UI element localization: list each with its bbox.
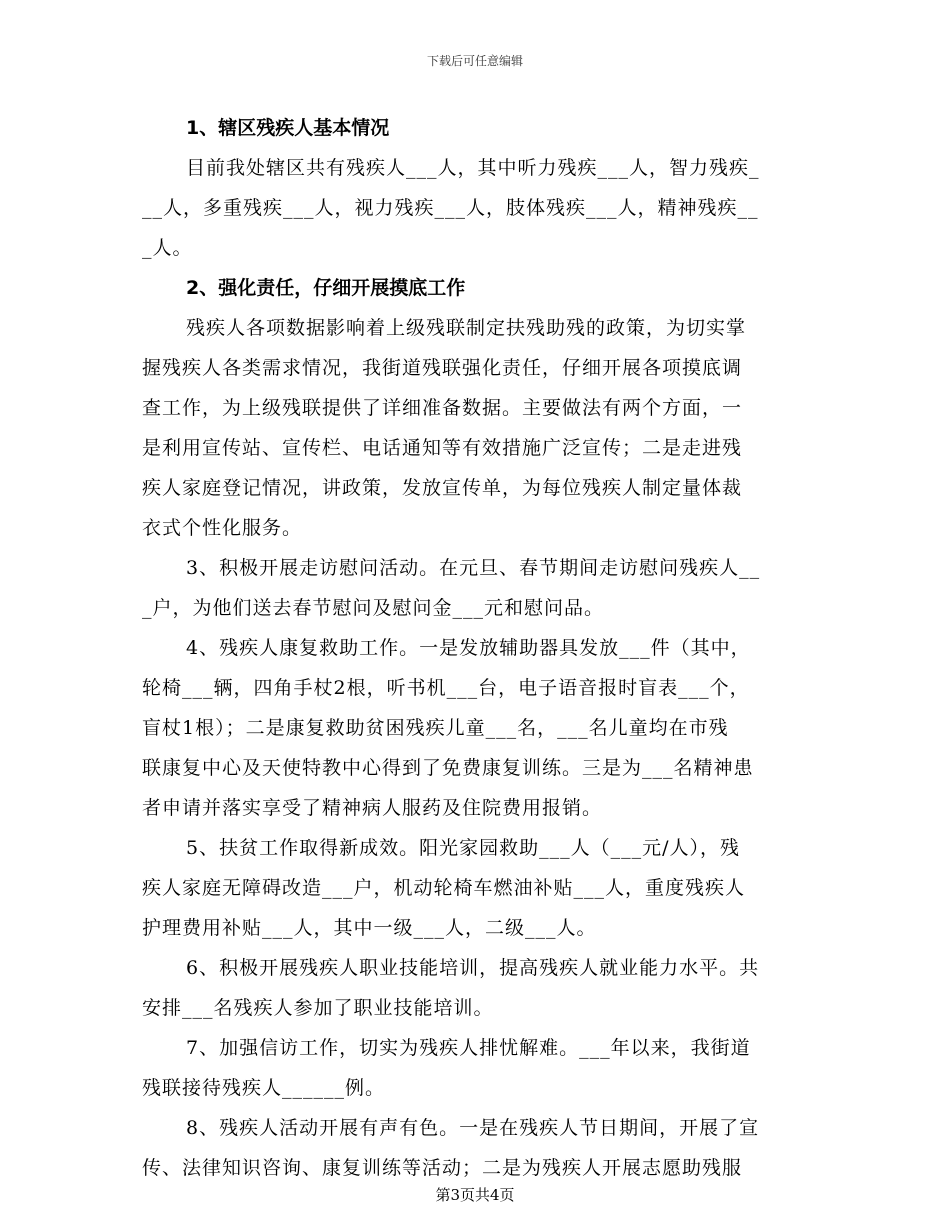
text-line: 疾人家庭登记情况，讲政策，发放宣传单，为每位残疾人制定量体裁 [142,477,743,499]
paragraph-survey-work [142,308,810,548]
text-line: 者申请并落实享受了精神病人服药及住院费用报销。 [142,797,603,819]
text-line: 3、积极开展走访慰问活动。在元旦、春节期间走访慰问残疾人__ [186,557,761,579]
text-line: _人。 [142,237,193,259]
text-line: 7、加强信访工作，切实为残疾人排忧解难。___年以来，我街道 [186,1037,751,1059]
section-heading-1: 1、辖区残疾人基本情况 [186,117,390,139]
text-line: 安排___名残疾人参加了职业技能培训。 [142,997,494,1019]
text-line: 5、扶贫工作取得新成效。阳光家园救助___人（___元/人），残 [186,837,740,859]
text-line: __人，多重残疾___人，视力残疾___人，肢体残疾___人，精神残疾__ [142,197,759,219]
paragraph-vocational-training [142,948,810,1028]
text-line: 轮椅___辆，四角手杖2根，听书机___台，电子语音报时盲表___个， [142,677,750,699]
text-line: _户，为他们送去春节慰问及慰问金___元和慰问品。 [142,597,605,619]
text-line: 盲杖1根）；二是康复救助贫困残疾儿童___名，___名儿童均在市残 [142,717,729,739]
text-line: 护理费用补贴___人，其中一级___人，二级___人。 [142,917,597,939]
paragraph-poverty-relief [142,828,810,948]
paragraph-visits [142,548,810,628]
text-line: 查工作，为上级残联提供了详细准备数据。主要做法有两个方面，一 [142,397,743,419]
document-body [142,108,810,1188]
text-line: 8、残疾人活动开展有声有色。一是在残疾人节日期间，开展了宣 [186,1117,760,1139]
header-note: 下载后可任意编辑 [426,54,523,68]
paragraph-activities [142,1108,810,1188]
paragraph-petitions [142,1028,810,1108]
text-line: 6、积极开展残疾人职业技能培训，提高残疾人就业能力水平。共 [186,957,760,979]
paragraph-rehabilitation [142,628,810,828]
paragraph-basic-situation [142,148,810,268]
text-line: 握残疾人各类需求情况，我街道残联强化责任，仔细开展各项摸底调 [142,357,743,379]
text-line: 目前我处辖区共有残疾人___人，其中听力残疾___人，智力残疾_ [186,157,760,179]
text-line: 疾人家庭无障碍改造___户，机动轮椅车燃油补贴___人，重度残疾人 [142,877,746,899]
text-line: 是利用宣传站、宣传栏、电话通知等有效措施广泛宣传；二是走进残 [142,437,743,459]
text-line: 残疾人各项数据影响着上级残联制定扶残助残的政策，为切实掌 [186,317,747,339]
page-number: 第3页共4页 [435,1186,515,1204]
text-line: 衣式个性化服务。 [142,517,303,539]
text-line: 传、法律知识咨询、康复训练等活动；二是为残疾人开展志愿助残服 [142,1157,743,1179]
text-line: 4、残疾人康复救助工作。一是发放辅助器具发放___件（其中， [186,637,751,659]
text-line: 联康复中心及天使特教中心得到了免费康复训练。三是为___名精神患 [142,757,754,779]
text-line: 残联接待残疾人______例。 [142,1077,386,1099]
section-heading-2: 2、强化责任，仔细开展摸底工作 [186,277,466,299]
